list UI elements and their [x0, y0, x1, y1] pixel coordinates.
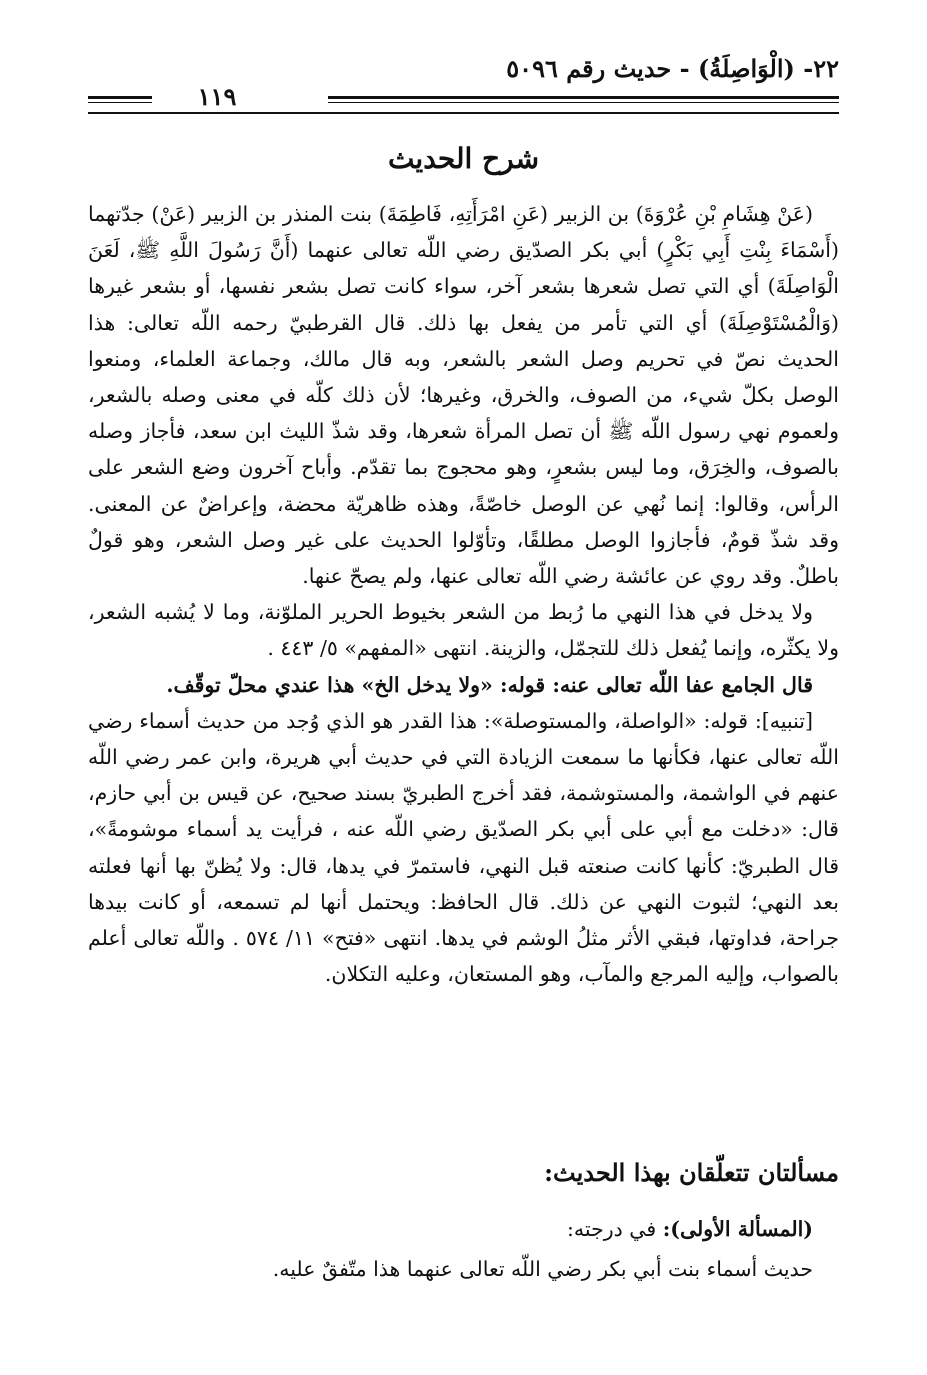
masala-text: في درجته: — [566, 1217, 657, 1241]
line: ابن سعد، فأجاز وصله بالصوف، والخِرَق، وما ليس بشعرٍ، وهو محجوج بما تقدّم. — [88, 419, 839, 480]
line: معنى وصله بالشعر، ولعموم نهي رسول اللّه ﷺ أن تصل المرأة شعرها، وقد شذّ الليث — [88, 383, 839, 444]
paragraph-hadith-explanation — [88, 196, 839, 594]
line: [تنبيه]: قوله: «الواصلة، والمستوصلة»: هذا القدر هو الذي وُجد من حديث — [189, 708, 813, 733]
masala-label: (المسألة الأولى): — [662, 1217, 813, 1241]
line: التكلان. — [324, 962, 389, 987]
running-header — [88, 54, 839, 120]
line: بشعر غيرها (وَالْمُسْتَوْصِلَةَ) أي التي تأمر من يفعل بها ذلك. قال القرطبيّ رحمه اللّه — [88, 274, 839, 335]
line: جدّتهما (أَسْمَاءَ بِنْتِ أَبِي بَكْرٍ) أبي بكر الصدّيق رضي اللّه تعالى عنهما (أَنَّ رَسُولَ اللَّهِ — [88, 202, 839, 263]
header-rule-left — [88, 96, 152, 103]
line: الحديث على غير وصل الشعر، وهو قولٌ باطلٌ. وقد روي عن عائشة رضي اللّه تعالى — [88, 527, 839, 589]
line: أو كانت بيدها جراحة، فداوتها، فبقي الأثر مثلُ الوشم في يدها. انتهى «فتح» ١١/ — [88, 889, 839, 951]
body-text — [88, 196, 839, 992]
paragraph-tanbih — [88, 703, 839, 993]
header-title: ٢٢- (الْوَاصِلَةُ) - حديث رقم ٥٠٩٦ — [506, 54, 839, 83]
line: الشعر، ولا يكثّره، وإنما يُفعل ذلك للتجمّل، والزينة. انتهى «المفهم» ٥/ ٤٤٣ . — [88, 600, 839, 661]
line: ٥٧٤ . واللّه تعالى أعلم بالصواب، وإليه المرجع والمآب، وهو المستعان، وعليه — [88, 926, 839, 987]
line: تعالى: هذا الحديث نصّ في تحريم وصل الشعر بالشعر، وبه قال مالك، وجماعة — [88, 310, 839, 371]
line: عمر رضي اللّه عنهم في الواشمة، والمستوشمة، فقد أخرج الطبريّ بسند صحيح، عن قيس بن — [88, 745, 839, 806]
page-number: ١١٩ — [197, 82, 237, 111]
line: وأباح آخرون وضع الشعر على الرأس، وقالوا: إنما نُهي عن الوصل خاصّةً، وهذه — [88, 455, 839, 516]
subheading: مسألتان تتعلّقان بهذا الحديث: — [544, 1158, 839, 1187]
line: قال الجامع عفا اللّه تعالى عنه: قوله: «ولا يدخل الخ» هذا عندي محلّ توقّف. — [166, 672, 813, 697]
section-title: شرح الحديث — [387, 142, 540, 175]
paragraph-compiler-note — [88, 667, 839, 703]
line: ولا يدخل في هذا النهي ما رُبط من الشعر بخيوط الحرير الملوّنة، وما لا يُشبه — [146, 600, 813, 625]
line: العلماء، ومنعوا الوصل بكلّ شيء، من الصوف، والخرق، وغيرها؛ لأن ذلك كلّه في — [88, 346, 839, 408]
line: عنها، ولم يصحّ عنها. — [302, 564, 470, 589]
header-rule — [328, 96, 839, 103]
line: (عَنْ هِشَامِ بْنِ عُرْوَةَ) بن الزبير (عَنِ امْرَأَتِهِ، فَاطِمَةَ) بنت المنذر بن الزبير (عَنْ) — [144, 202, 813, 226]
line: بها أنها فعلته بعد النهي؛ لثبوت النهي عن ذلك. قال الحافظ: ويحتمل أنها لم تسمعه، — [88, 853, 839, 914]
masala-heading — [88, 1209, 839, 1249]
line: ظاهريّة محضة، وإعراضٌ عن المعنى. وقد شذّ قومٌ، فأجازوا الوصل مطلقًا، وتأوّلوا — [88, 491, 840, 552]
masala-section — [88, 1209, 839, 1289]
line: موشومةً»، قال الطبريّ: كأنها كانت صنعته قبل النهي، فاستمرّ في يدها، قال: ولا يُظنّ — [88, 817, 839, 878]
header-rule-bottom — [88, 112, 839, 114]
line: ﷺ، لَعَنَ الْوَاصِلَةَ) أي التي تصل شعرها بشعر آخر، سواء كانت تصل بشعر نفسها، أو — [88, 238, 839, 299]
line: أسماء رضي اللّه تعالى عنها، فكأنها ما سمعت الزيادة التي في حديث أبي هريرة، وابن — [88, 708, 839, 770]
masala-body: حديث أسماء بنت أبي بكر رضي اللّه تعالى عنهما هذا متّفقٌ عليه. — [272, 1257, 813, 1281]
line: أبي حازم، قال: «دخلت مع أبي على أبي بكر الصدّيق رضي اللّه عنه ، فرأيت يد أسماء — [88, 781, 839, 842]
paragraph-qurtubi — [88, 594, 839, 666]
